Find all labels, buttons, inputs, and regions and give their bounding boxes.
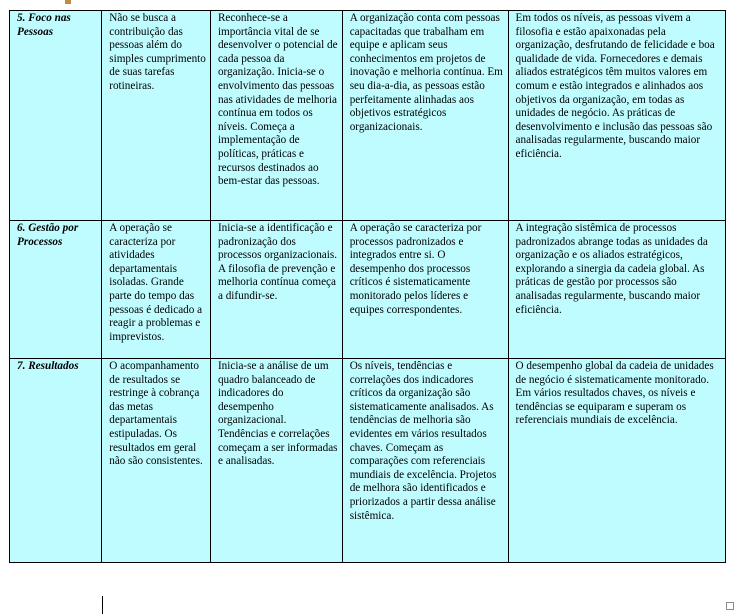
table-resize-handle[interactable]	[726, 602, 734, 610]
table-cell: O acompanhamento de resultados se restringe à cobrança das metas departamentais estipuladas. Os resultados em geral não são consistentes.	[102, 359, 211, 563]
table-cell: Os níveis, tendências e correlações dos indicadores críticos da organização são sistematicamente analisados. As tendências de melhoria são evidentes em vários resultados chaves. Começam as comparações com referenciais mundiais de excelência. Projetos de melhora são identificados e priorizados a partir dessa análise sistêmica.	[342, 359, 508, 563]
table-row	[10, 11, 726, 221]
table-row	[10, 359, 726, 563]
table-cell: Em todos os níveis, as pessoas vivem a filosofia e estão apaixonadas pela organização, desfrutando de felicidade e boa qualidade de vida. Fornecedores e demais aliados estratégicos têm muitos valores em comum e estão integrados e alinhados aos objetivos da organização, em todas as unidades de negócio. As práticas de desenvolvimento e inclusão das pessoas são analisadas regularmente, buscando maior eficiência.	[508, 11, 725, 221]
row-heading: 5. Foco nas Pessoas	[10, 11, 102, 221]
table-cell: A operação se caracteriza por atividades departamentais isoladas. Grande parte do tempo das pessoas é dedicado a reagir a problemas e imprevistos.	[102, 221, 211, 359]
table-cell: A integração sistêmica de processos padronizados abrange todas as unidades da organização e os aliados estratégicos, explorando a sinergia da cadeia global. As práticas de gestão por processos são analisadas regularmente, buscando maior eficiência.	[508, 221, 725, 359]
page-edge-mark	[65, 0, 71, 4]
row-heading: 6. Gestão por Processos	[10, 221, 102, 359]
table-cell: Inicia-se a análise de um quadro balanceado de indicadores do desempenho organizacional. Tendências e correlações começam a ser informadas e analisadas.	[210, 359, 342, 563]
column-rule	[102, 596, 103, 614]
table-cell: A organização conta com pessoas capacitadas que trabalham em equipe e aplicam seus conhecimentos em projetos de inovação e melhoria contínua. Em seu dia-a-dia, as pessoas estão perfeitamente alinhadas aos objetivos estratégicos organizacionais.	[342, 11, 508, 221]
maturity-table	[9, 10, 726, 563]
table-cell: Inicia-se a identificação e padronização dos processos organizacionais. A filosofia de prevenção e melhoria contínua começa a difundir-se.	[210, 221, 342, 359]
row-heading: 7. Resultados	[10, 359, 102, 563]
table-cell: O desempenho global da cadeia de unidades de negócio é sistematicamente monitorado. Em vários resultados chaves, os níveis e tendências se equiparam e superam os referenciais mundiais de excelência.	[508, 359, 725, 563]
table-row	[10, 221, 726, 359]
table-cell: Não se busca a contribuição das pessoas além do simples cumprimento de suas tarefas rotineiras.	[102, 11, 211, 221]
table-cell: A operação se caracteriza por processos padronizados e integrados entre si. O desempenho dos processos críticos é sistematicamente monitorado pelos líderes e equipes correspondentes.	[342, 221, 508, 359]
table-cell: Reconhece-se a importância vital de se desenvolver o potencial de cada pessoa da organização. Inicia-se o envolvimento das pessoas nas atividades de melhoria contínua em todos os níveis. Começa a implementação de políticas, práticas e recursos destinados ao bem-estar das pessoas.	[210, 11, 342, 221]
